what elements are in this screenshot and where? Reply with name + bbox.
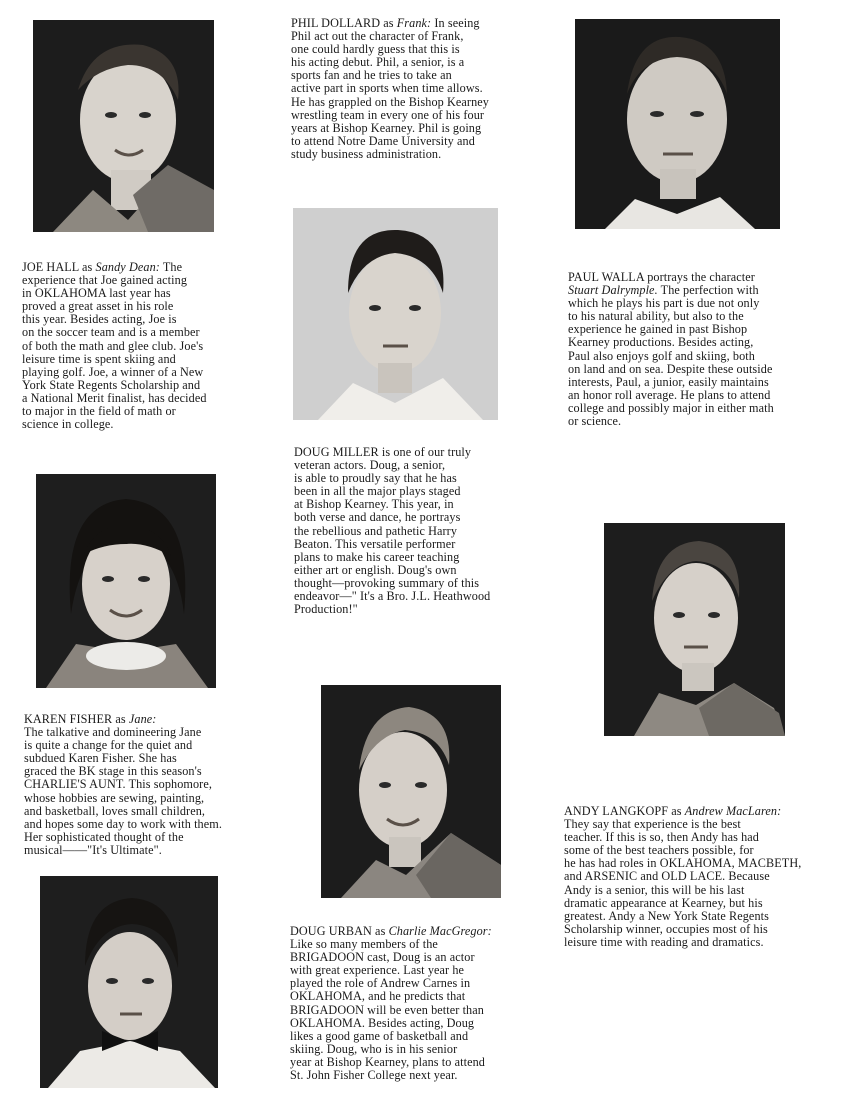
bio-karen-fisher xyxy=(24,713,284,857)
photo-paul-walla xyxy=(575,19,780,229)
bio-text: is one of our truly veteran actors. Doug, a senior, is able to proudly say that he has been in all the major plays staged at Bishop Kearney. This year, in both verse and dance, he portrays the rebellious and pathetic Harry Beaton. This versatile performer plans to make his career teaching either art or english. Doug's own thought—provoking summary of this endeavor—" It's a Bro. J.L. Heathwood Production!" xyxy=(294,445,491,617)
bio-role: Frank: xyxy=(396,16,432,30)
bio-name: ANDY LANGKOPF as xyxy=(564,804,685,818)
photo-karen-fisher xyxy=(36,474,216,688)
bio-name: JOE HALL as xyxy=(22,260,96,274)
photo-doug-urban xyxy=(321,685,501,898)
photo-andy-langkopf xyxy=(604,523,785,736)
bio-name: DOUG URBAN as xyxy=(290,924,389,938)
bio-role: Andrew MacLaren: xyxy=(684,804,782,818)
bio-role: Stuart Dalrymple. xyxy=(568,283,658,298)
photo-doug-miller xyxy=(293,208,498,420)
bio-text: They say that experience is the best teacher. If this is so, then Andy has had some of the best teachers possible, for he has had roles in OKLAHOMA, MACBETH, and ARSENIC and OLD LACE. Because Andy is a senior, this will be his last dramatic appearance at Kearney, but his greatest. Andy a New York State Regents Scholarship winner, occupies most of his leisure time with reading and dramatics. xyxy=(564,817,802,949)
bio-name: DOUG MILLER xyxy=(294,445,379,459)
bio-text: The experience that Joe gained acting in OKLAHOMA last year has proved a great asset in his role this year. Besides acting, Joe is on the soccer team and is a member of both the math and glee club. Joe's leisure time is spent skiing and playing golf. Joe, a winner of a New York State Regents Scholarship and a National Merit finalist, has decided to major in the field of math or science in college. xyxy=(22,260,207,432)
bio-name: PAUL WALLA portrays the character xyxy=(568,270,755,284)
bio-role: Sandy Dean: xyxy=(95,260,160,274)
bio-role: Charlie MacGregor: xyxy=(388,924,492,938)
bio-text: Like so many members of the BRIGADOON cast, Doug is an actor with great experience. Last year he played the role of Andrew Carnes in OKLAHOMA, and he predicts that BRIGADOON will be even better than OKLAHOMA. Besides acting, Doug likes a good game of basketball and skiing. Doug, who is in his senior year at Bishop Kearney, plans to attend St. John Fisher College next year. xyxy=(290,937,486,1083)
bio-text: The perfection with which he plays his part is due not only to his natural ability, but also to the experience he gained in past Bishop Kearney productions. Besides acting, Paul also enjoys golf and skiing, both on land and on sea. Despite these outside interests, Paul, a junior, easily maintains an honor roll average. He plans to attend college and possibly major in either math or science. xyxy=(568,283,774,429)
bio-text: In seeing Phil act out the character of Frank, one could hardly guess that this is his acting debut. Phil, a senior, is a sports fan and he tries to take an active part in sports when time allows. He has grappled on the Bishop Kearney wrestling team in every one of his four years at Bishop Kearney. Phil is going to attend Notre Dame University and study business administration. xyxy=(291,16,489,161)
bio-text: The talkative and domineering Jane is quite a change for the quiet and subdued Karen Fisher. She has graced the BK stage in this season's CHARLIE'S AUNT. This sophomore, whose hobbies are sewing, painting, and basketball, loves small children, and hopes some day to work with them. Her sophisticated thought of the musical——"It's Ultimate". xyxy=(24,725,222,857)
bio-doug-urban xyxy=(290,925,552,1082)
photo-unnamed-bottom-left xyxy=(40,876,218,1088)
bio-name: KAREN FISHER as xyxy=(24,712,129,726)
bio-phil-dollard xyxy=(291,17,553,161)
bio-doug-miller xyxy=(294,446,556,616)
bio-paul-walla xyxy=(568,271,843,428)
bio-joe-hall xyxy=(22,261,272,431)
photo-joe-hall xyxy=(33,20,214,232)
bio-role: Jane: xyxy=(128,712,157,726)
bio-andy-langkopf xyxy=(564,805,846,949)
bio-name: PHIL DOLLARD as xyxy=(291,16,397,30)
